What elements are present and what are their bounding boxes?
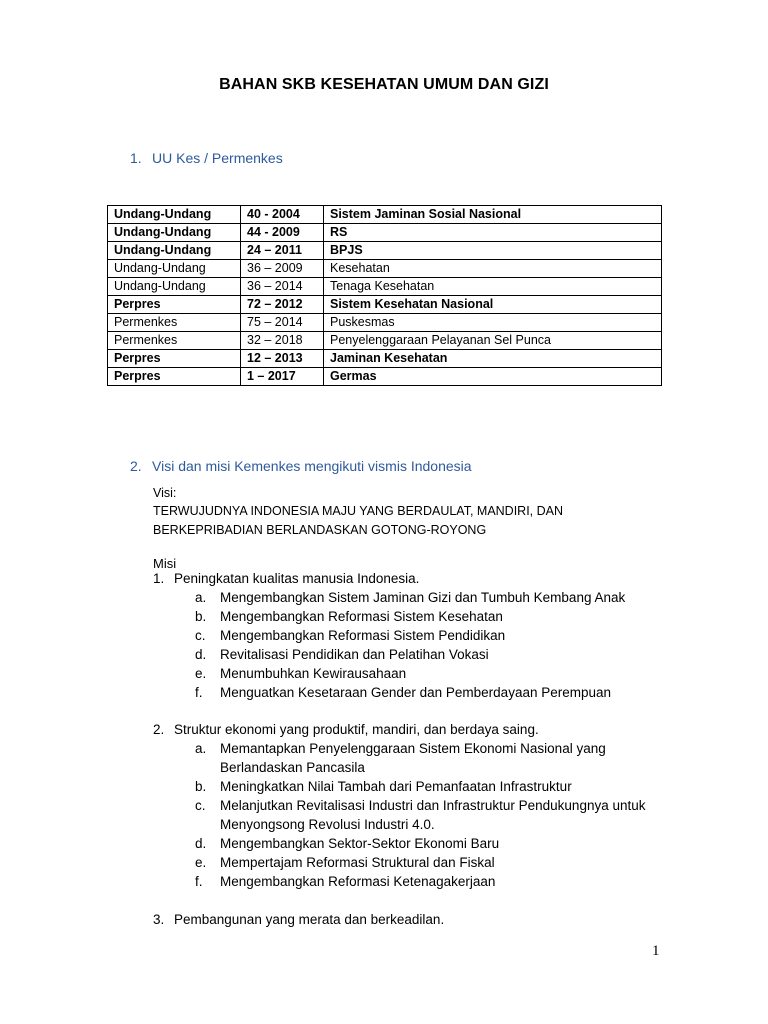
misi-subitem: [195, 628, 505, 643]
table-cell-type: Permenkes: [108, 314, 241, 332]
table-cell-subject: Jaminan Kesehatan: [324, 350, 662, 368]
misi-number: 1.: [153, 571, 165, 586]
misi-text: Pembangunan yang merata dan berkeadilan.: [174, 912, 445, 927]
table-cell-type: Permenkes: [108, 332, 241, 350]
visi-line: TERWUJUDNYA INDONESIA MAJU YANG BERDAULAT, MANDIRI, DAN: [153, 504, 564, 518]
subitem-letter: b.: [195, 779, 207, 794]
table-cell-number: 12 – 2013: [241, 350, 324, 368]
table-cell-number: 36 – 2014: [241, 278, 324, 296]
subitem-text: Mengembangkan Sistem Jaminan Gizi dan Tumbuh Kembang Anak: [220, 590, 626, 605]
table-cell-type: Perpres: [108, 350, 241, 368]
table-row: [108, 332, 662, 350]
table-cell-number: 44 - 2009: [241, 224, 324, 242]
table-cell-number: 1 – 2017: [241, 368, 324, 386]
subitem-text: Meningkatkan Nilai Tambah dari Pemanfaatan Infrastruktur: [220, 779, 572, 794]
subitem-letter: e.: [195, 855, 207, 870]
misi-subitem: [195, 798, 646, 813]
regulation-table: [107, 205, 662, 386]
table-cell-number: 36 – 2009: [241, 260, 324, 278]
page-title: BAHAN SKB KESEHATAN UMUM DAN GIZI: [219, 76, 549, 93]
subitem-text: Menumbuhkan Kewirausahaan: [220, 666, 407, 681]
misi-subitem: [195, 666, 406, 681]
subitem-letter: f.: [195, 874, 203, 889]
visi-label: Visi:: [153, 486, 177, 500]
subitem-letter: c.: [195, 628, 206, 643]
table-row: [108, 314, 662, 332]
subitem-text: Menguatkan Kesetaraan Gender dan Pemberdayaan Perempuan: [220, 685, 612, 700]
table-row: [108, 206, 662, 224]
page-number: 1: [652, 943, 660, 959]
table-cell-subject: Germas: [324, 368, 662, 386]
table-cell-subject: Kesehatan: [324, 260, 662, 278]
table-cell-subject: RS: [324, 224, 662, 242]
table-cell-number: 32 – 2018: [241, 332, 324, 350]
table-row: [108, 350, 662, 368]
misi-item: [153, 912, 444, 927]
subitem-continuation: Menyongsong Revolusi Industri 4.0.: [220, 817, 435, 832]
section-heading-uu-kes: [130, 150, 283, 166]
table-cell-subject: Penyelenggaraan Pelayanan Sel Punca: [324, 332, 662, 350]
section-number: 2.: [130, 458, 142, 474]
misi-subitem: [195, 590, 625, 605]
misi-label: Misi: [153, 556, 177, 571]
subitem-text: Mempertajam Reformasi Struktural dan Fiskal: [220, 855, 495, 870]
table-cell-number: 72 – 2012: [241, 296, 324, 314]
table-cell-type: Perpres: [108, 296, 241, 314]
section-number: 1.: [130, 150, 142, 166]
table-cell-type: Undang-Undang: [108, 206, 241, 224]
subitem-letter: a.: [195, 741, 207, 756]
table-row: [108, 278, 662, 296]
table-cell-subject: Tenaga Kesehatan: [324, 278, 662, 296]
table-cell-type: Perpres: [108, 368, 241, 386]
misi-item: [153, 722, 539, 737]
misi-subitem: [195, 855, 495, 870]
table-cell-type: Undang-Undang: [108, 260, 241, 278]
subitem-letter: d.: [195, 647, 207, 662]
subitem-text: Mengembangkan Reformasi Sistem Kesehatan: [220, 609, 503, 624]
subitem-letter: e.: [195, 666, 207, 681]
table-cell-subject: Puskesmas: [324, 314, 662, 332]
visi-statement: [153, 502, 653, 540]
table-cell-number: 75 – 2014: [241, 314, 324, 332]
misi-subitem: [195, 874, 495, 889]
table-row: [108, 224, 662, 242]
misi-text: Struktur ekonomi yang produktif, mandiri, dan berdaya saing.: [174, 722, 539, 737]
table-cell-type: Undang-Undang: [108, 278, 241, 296]
misi-number: 2.: [153, 722, 165, 737]
subitem-continuation: Berlandaskan Pancasila: [220, 760, 365, 775]
misi-subitem: [195, 836, 499, 851]
subitem-letter: b.: [195, 609, 207, 624]
subitem-letter: f.: [195, 685, 203, 700]
subitem-letter: d.: [195, 836, 207, 851]
table-row: [108, 296, 662, 314]
misi-item: [153, 571, 419, 586]
subitem-text: Mengembangkan Reformasi Sistem Pendidikan: [220, 628, 506, 643]
misi-subitem: [195, 685, 611, 700]
misi-subitem: [195, 647, 489, 662]
subitem-text: Memantapkan Penyelenggaraan Sistem Ekonomi Nasional yang: [220, 741, 606, 756]
subitem-text: Melanjutkan Revitalisasi Industri dan Infrastruktur Pendukungnya untuk: [220, 798, 646, 813]
visi-line: BERKEPRIBADIAN BERLANDASKAN GOTONG-ROYONG: [153, 523, 487, 537]
section-heading-visi-misi: [130, 458, 472, 474]
section-heading-text: UU Kes / Permenkes: [152, 150, 283, 166]
section-heading-text: Visi dan misi Kemenkes mengikuti vismis Indonesia: [152, 458, 472, 474]
table-cell-subject: Sistem Kesehatan Nasional: [324, 296, 662, 314]
misi-text: Peningkatan kualitas manusia Indonesia.: [174, 571, 420, 586]
table-cell-type: Undang-Undang: [108, 242, 241, 260]
misi-subitem: [195, 609, 503, 624]
table-cell-subject: BPJS: [324, 242, 662, 260]
misi-subitem: [195, 741, 606, 756]
table-row: [108, 260, 662, 278]
table-cell-number: 40 - 2004: [241, 206, 324, 224]
table-cell-number: 24 – 2011: [241, 242, 324, 260]
table-cell-subject: Sistem Jaminan Sosial Nasional: [324, 206, 662, 224]
subitem-text: Mengembangkan Sektor-Sektor Ekonomi Baru: [220, 836, 500, 851]
table-row: [108, 368, 662, 386]
subitem-text: Mengembangkan Reformasi Ketenagakerjaan: [220, 874, 496, 889]
table-row: [108, 242, 662, 260]
subitem-letter: a.: [195, 590, 207, 605]
misi-number: 3.: [153, 912, 165, 927]
table-cell-type: Undang-Undang: [108, 224, 241, 242]
misi-subitem: [195, 779, 572, 794]
subitem-letter: c.: [195, 798, 206, 813]
subitem-text: Revitalisasi Pendidikan dan Pelatihan Vokasi: [220, 647, 489, 662]
